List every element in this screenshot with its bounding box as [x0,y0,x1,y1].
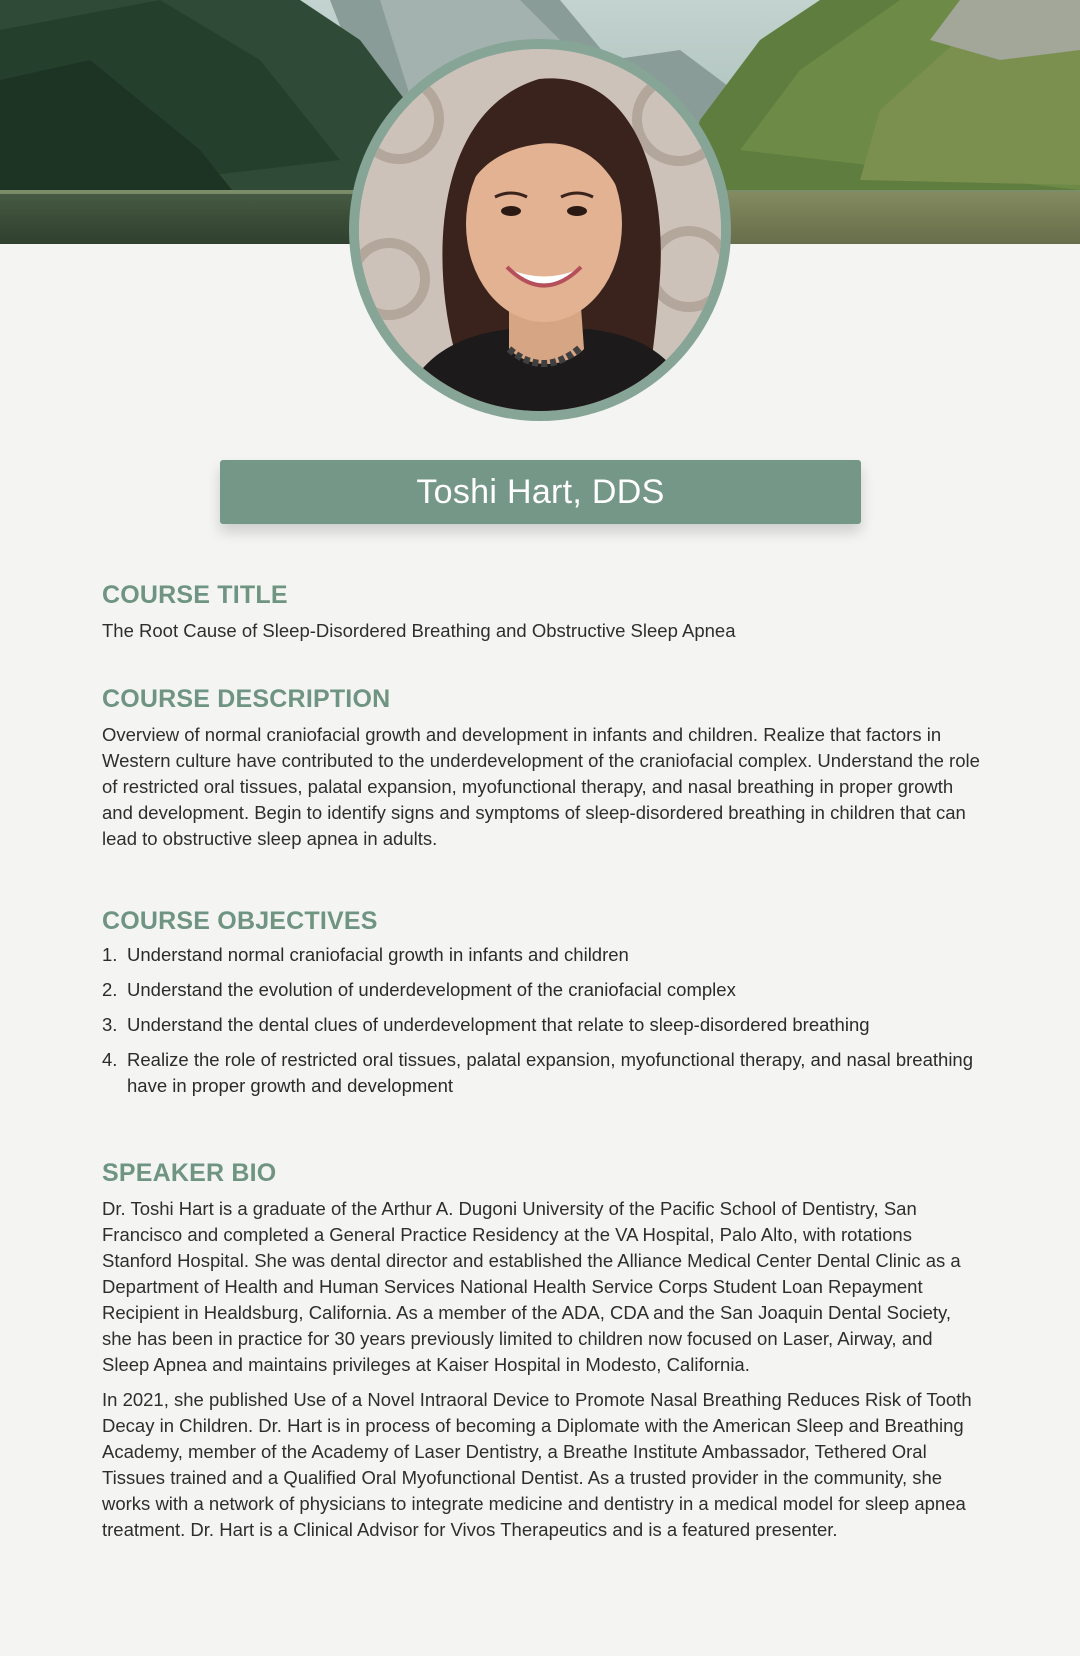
objective-item [102,942,982,968]
objective-text: Realize the role of restricted oral tissues, palatal expansion, myofunctional therapy, and nasal breathing have in proper growth and development [127,1049,974,1096]
objective-text: Understand the evolution of underdevelopment of the craniofacial complex [127,979,736,1000]
course-description-text: Overview of normal craniofacial growth and development in infants and children. Realize that factors in Western culture have contributed to the underdevelopment of the craniofacial complex. Understand the role of restricted oral tissues, palatal expansion, myofunctional therapy, and nasal breathing in proper growth and development. Begin to identify signs and symptoms of sleep-disordered breathing in children that can lead to obstructive sleep apnea in adults. [102,724,980,849]
objectives-list [102,942,982,1099]
course-objectives-heading: COURSE OBJECTIVES [102,907,378,935]
objective-number: 1. [102,944,118,965]
objective-number: 3. [102,1014,118,1035]
speaker-portrait [359,49,721,411]
course-details [102,578,982,1543]
objective-number: 2. [102,979,118,1000]
speaker-bio-paragraph: Dr. Toshi Hart is a graduate of the Arthur A. Dugoni University of the Pacific School of Dentistry, San Francisco and completed a General Practice Residency at the VA Hospital, Palo Alto, with rotations Stanford Hospital. She was dental director and established the Alliance Medical Center Dental Clinic as a Department of Health and Human Services National Health Service Corps Student Loan Repayment Recipient in Healdsburg, California. As a member of the ADA, CDA and the San Joaquin Dental Society, she has been in practice for 30 years previously limited to children now focused on Laser, Airway, and Sleep Apnea and maintains privileges at Kaiser Hospital in Modesto, California. [102,1198,961,1375]
course-description-heading: COURSE DESCRIPTION [102,685,391,713]
course-title-text: The Root Cause of Sleep-Disordered Breathing and Obstructive Sleep Apnea [102,620,736,641]
objective-text: Understand the dental clues of underdevelopment that relate to sleep-disordered breathing [127,1014,870,1035]
speaker-bio-paragraph: In 2021, she published Use of a Novel Intraoral Device to Promote Nasal Breathing Reduces Risk of Tooth Decay in Children. Dr. Hart is in process of becoming a Diplomate with the American Sleep and Breathing Academy, member of the Academy of Laser Dentistry, a Breathe Institute Ambassador, Tethered Oral Tissues trained and a Qualified Oral Myofunctional Dentist. As a trusted provider in the community, she works with a network of physicians to integrate medicine and dentistry in a medical model for sleep apnea treatment. Dr. Hart is a Clinical Advisor for Vivos Therapeutics and is a featured presenter. [102,1389,972,1540]
speaker-name: Toshi Hart, DDS [416,472,665,511]
objective-item [102,1047,982,1099]
objective-item [102,1012,982,1038]
course-description-section [102,682,982,852]
speaker-bio-heading: SPEAKER BIO [102,1159,277,1187]
speaker-portrait-frame [349,39,731,421]
course-title-section [102,578,982,644]
speaker-name-banner [220,460,861,524]
speaker-photo-illustration [359,49,721,411]
objective-item [102,977,982,1003]
objective-number: 4. [102,1049,118,1070]
speaker-bio-section [102,1156,982,1543]
course-objectives-section [102,904,982,1099]
objective-text: Understand normal craniofacial growth in infants and children [127,944,629,965]
course-title-heading: COURSE TITLE [102,581,288,609]
